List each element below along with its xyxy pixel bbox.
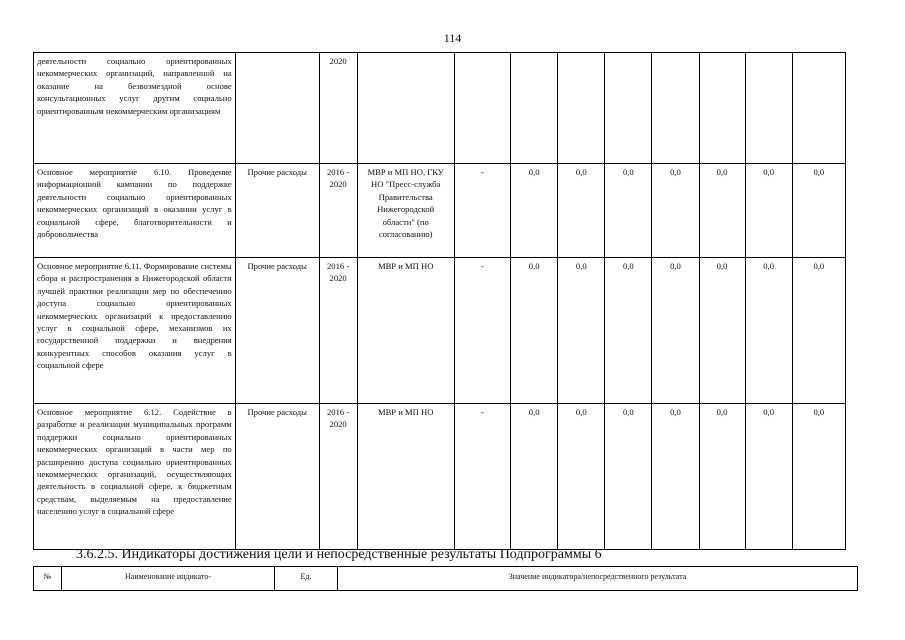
value-cell: 0,0 [558, 258, 605, 404]
table-row [34, 53, 846, 164]
value-cell [454, 53, 510, 164]
period: 2016 - 2020 [319, 404, 357, 550]
activity-description: Основное мероприятие 6.12. Содействие в разработке и реализации муниципальных программ поддержки социально ориентированных некоммерческих организаций в части мер по расширению доступа социально ориентированных некоммерческих организаций, осуществляющих деятельность в социальной сфере, к бюджетным средствам, выделяемым на предоставление населению услуг в социальной сфере [34, 404, 236, 550]
value-cell [652, 53, 699, 164]
value-cell: 0,0 [745, 258, 792, 404]
value-cell [699, 53, 745, 164]
value-cell: 0,0 [745, 164, 792, 258]
value-cell: 0,0 [652, 258, 699, 404]
activity-description: Основное мероприятие 6.10. Проведение информационной кампании по поддержке деятельности социально ориентированных некоммерческих организаций в оказании услуг в социальной сфере, благотворительности и добровольчества [34, 164, 236, 258]
period: 2020 [319, 53, 357, 164]
funding-source: Прочие расходы [235, 258, 319, 404]
value-cell: 0,0 [558, 164, 605, 258]
value-cell: 0,0 [792, 164, 845, 258]
value-cell: 0,0 [699, 164, 745, 258]
value-cell: - [454, 258, 510, 404]
funding-source: Прочие расходы [235, 404, 319, 550]
value-cell: 0,0 [792, 258, 845, 404]
value-cell: 0,0 [699, 258, 745, 404]
value-cell [511, 53, 558, 164]
column-header-value: Значение индикатора/непосредственного результата [338, 567, 858, 591]
value-cell: 0,0 [792, 404, 845, 550]
column-header-unit: Ед. [275, 567, 338, 591]
section-heading: 3.6.2.5. Индикаторы достижения цели и непосредственные результаты Подпрограммы 6 [76, 547, 602, 562]
period: 2016 - 2020 [319, 164, 357, 258]
column-header-name: Наименование индикато- [62, 567, 275, 591]
value-cell: 0,0 [745, 404, 792, 550]
executor [357, 53, 454, 164]
value-cell: 0,0 [605, 164, 652, 258]
value-cell: 0,0 [652, 164, 699, 258]
value-cell: 0,0 [605, 258, 652, 404]
value-cell [558, 53, 605, 164]
table-row [34, 164, 846, 258]
indicator-table-header [33, 566, 858, 591]
executor: МВР и МП НО, ГКУ НО "Пресс-служба Правительства Нижегородской области" (по согласованию) [357, 164, 454, 258]
executor: МВР и МП НО [357, 404, 454, 550]
value-cell [792, 53, 845, 164]
value-cell: 0,0 [511, 164, 558, 258]
value-cell [745, 53, 792, 164]
activity-description: Основное мероприятие 6.11. Формирование системы сбора и распространения в Нижегородской области лучшей практики реализации мер по обеспечению доступа социально ориентированных некоммерческих организаций к предоставлению услуг в социальной сфере, механизмов их государственной поддержки и внедрения конкурентных способов оказания услуг в социальной сфере [34, 258, 236, 404]
value-cell: 0,0 [652, 404, 699, 550]
period: 2016 - 2020 [319, 258, 357, 404]
executor: МВР и МП НО [357, 258, 454, 404]
value-cell: 0,0 [699, 404, 745, 550]
funding-source [235, 53, 319, 164]
value-cell: - [454, 404, 510, 550]
value-cell: 0,0 [605, 404, 652, 550]
page-number: 114 [443, 31, 462, 45]
table-row [34, 567, 858, 591]
value-cell: 0,0 [558, 404, 605, 550]
value-cell: - [454, 164, 510, 258]
activity-description: деятельности социально ориентированных некоммерческих организаций, направленной на оказание на безвозмездной основе консультационных услуг другим социально ориентированным некоммерческим организациям [34, 53, 236, 164]
column-header-number: № [34, 567, 62, 591]
table-row [34, 258, 846, 404]
funding-source: Прочие расходы [235, 164, 319, 258]
value-cell: 0,0 [511, 258, 558, 404]
activities-table [33, 52, 846, 550]
value-cell [605, 53, 652, 164]
table-row [34, 404, 846, 550]
value-cell: 0,0 [511, 404, 558, 550]
